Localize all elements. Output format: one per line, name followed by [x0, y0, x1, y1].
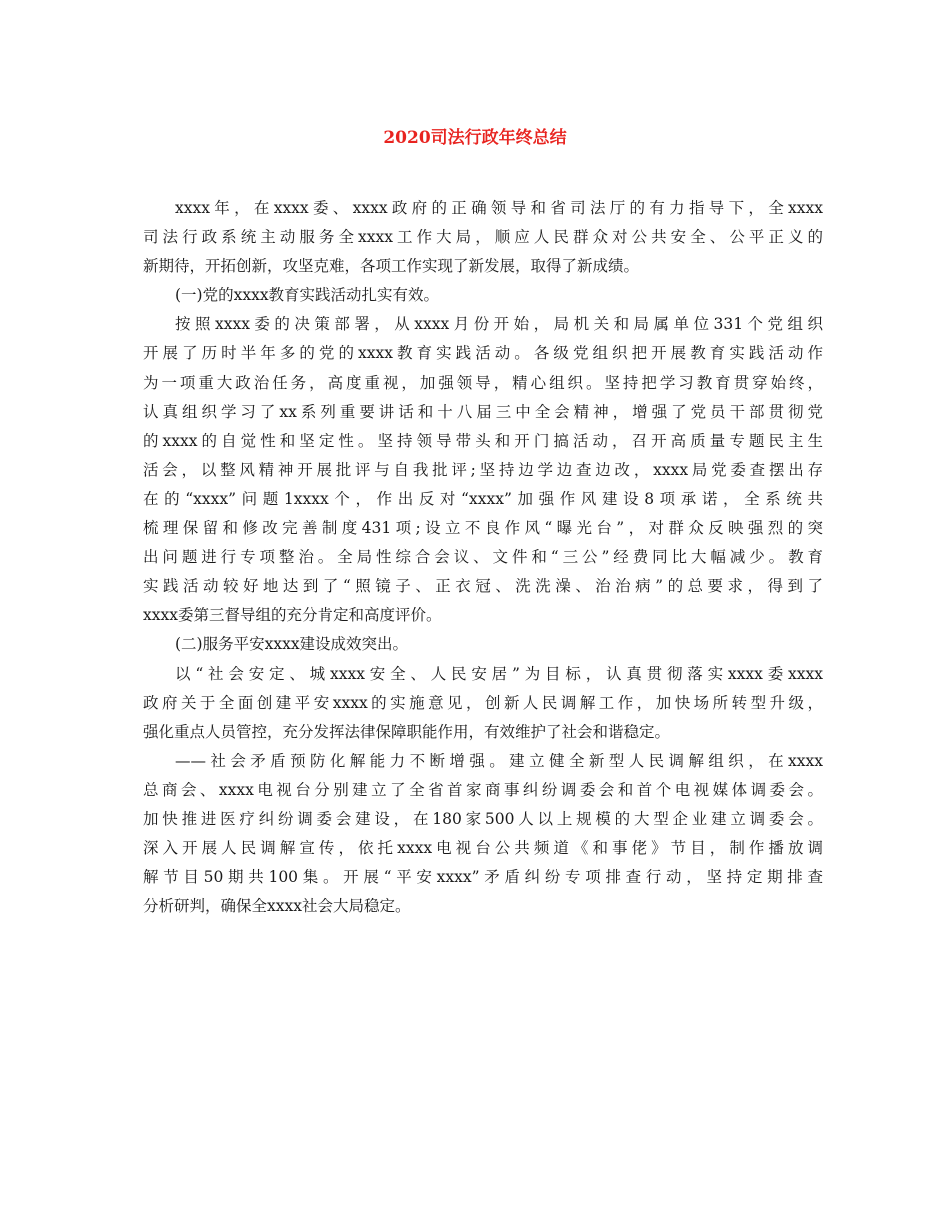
text-line: 分析研判，确保全xxxx社会大局稳定。: [143, 897, 411, 916]
document-body: [143, 194, 823, 921]
text-line: 以“社会安定、城xxxx安全、人民安居”为目标，认真贯彻落实xxxx委xxxx: [175, 664, 823, 683]
text-line: 开展了历时半年多的党的xxxx教育实践活动。各级党组织把开展教育实践活动作: [143, 344, 823, 363]
text-line: 强化重点人员管控，充分发挥法律保障职能作用，有效维护了社会和谐稳定。: [143, 722, 671, 741]
text-line: 深入开展人民调解宣传，依托xxxx电视台公共频道《和事佬》节目，制作播放调: [143, 839, 823, 858]
text-line: 总商会、xxxx电视台分别建立了全省首家商事纠纷调委会和首个电视媒体调委会。: [143, 780, 823, 799]
text-line: 政府关于全面创建平安xxxx的实施意见，创新人民调解工作，加快场所转型升级，: [143, 693, 823, 712]
document-title: 2020司法行政年终总结: [383, 128, 567, 148]
text-line: 为一项重大政治任务，高度重视，加强领导，精心组织。坚持把学习教育贯穿始终，: [143, 373, 823, 392]
text-line: ——社会矛盾预防化解能力不断增强。建立健全新型人民调解组织，在xxxx: [175, 751, 823, 770]
text-line: 解节目50期共100集。开展“平安xxxx”矛盾纠纷专项排查行动，坚持定期排查: [143, 868, 823, 887]
text-line: (二)服务平安xxxx建设成效突出。: [175, 635, 409, 654]
text-line: 加快推进医疗纠纷调委会建设，在180家500人以上规模的大型企业建立调委会。: [143, 809, 823, 828]
text-line: 认真组织学习了xx系列重要讲话和十八届三中全会精神，增强了党员干部贯彻党: [143, 402, 823, 421]
text-line: 司法行政系统主动服务全xxxx工作大局，顺应人民群众对公共安全、公平正义的: [143, 228, 823, 247]
text-line: 实践活动较好地达到了“照镜子、正衣冠、洗洗澡、治治病”的总要求，得到了: [143, 577, 823, 596]
text-line: 新期待，开拓创新，攻坚克难，各项工作实现了新发展，取得了新成绩。: [143, 257, 640, 276]
text-line: 出问题进行专项整治。全局性综合会议、文件和“三公”经费同比大幅减少。教育: [143, 548, 823, 567]
text-line: 的xxxx的自觉性和坚定性。坚持领导带头和开门搞活动，召开高质量专题民主生: [143, 431, 823, 450]
text-line: 活会，以整风精神开展批评与自我批评;坚持边学边查边改，xxxx局党委查摆出存: [143, 460, 823, 479]
text-line: (一)党的xxxx教育实践活动扎实有效。: [175, 286, 440, 305]
text-line: 在的“xxxx”问题1xxxx个，作出反对“xxxx”加强作风建设8项承诺，全系统共: [143, 489, 823, 508]
text-line: 按照xxxx委的决策部署，从xxxx月份开始，局机关和局属单位331个党组织: [175, 315, 823, 334]
text-line: xxxx年，在xxxx委、xxxx政府的正确领导和省司法厅的有力指导下，全xxxx: [175, 199, 823, 217]
text-line: 梳理保留和修改完善制度431项;设立不良作风“曝光台”，对群众反映强烈的突: [143, 519, 823, 538]
text-line: xxxx委第三督导组的充分肯定和高度评价。: [143, 606, 442, 625]
